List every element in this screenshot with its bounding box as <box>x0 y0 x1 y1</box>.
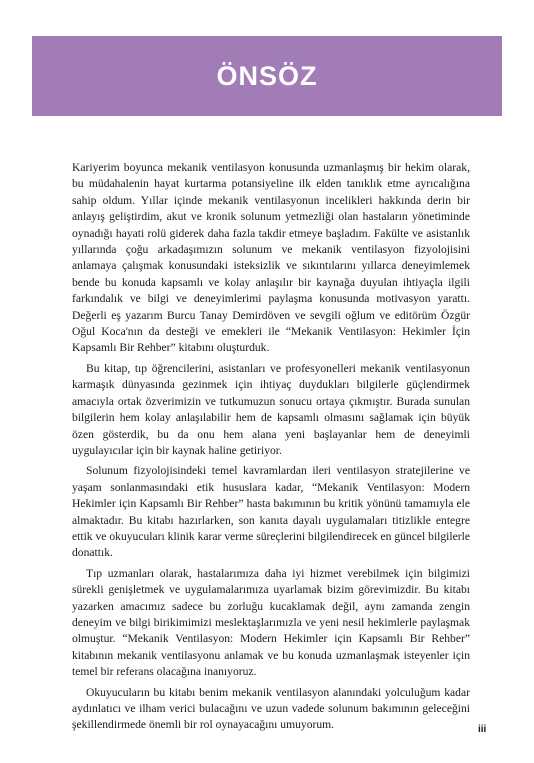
title-banner <box>32 36 502 116</box>
paragraph-2: Bu kitap, tıp öğrencilerini, asistanları ve profesyonelleri mekanik ventilasyonun karmaşık dünyasında gezinmek için ihtiyaç duydukları bilgilerle güçlendirmek amacıyla ortak özverimizin ve tutkumuzun sonucu ortaya çıkmıştır. Burada sunulan bilgilerin hem kolay anlaşılabilir hem de kapsamlı olmasını sağlamak için büyük özen gösterdik, bu da onu hem alana yeni başlayanlar hem de deneyimli uygulayıcılar için bir kaynak haline getiriyor. <box>72 361 470 457</box>
paragraph-1: Kariyerim boyunca mekanik ventilasyon konusunda uzmanlaşmış bir hekim olarak, bu müdahalenin hayat kurtarma potansiyeline ilk elden tanıklık etme ayrıcalığına sahip oldum. Yıllar içinde mekanik ventilasyonun incelikleri hakkında derin bir anlayış geliştirdim, akut ve kronik solunum yetmezliği olan hastaların yönetiminde oynadığı hayati rolü giderek daha fazla takdir etmeye başladım. Fakülte ve asistanlık yıllarında çoğu arkadaşımızın solunum ve mekanik ventilasyon fizyolojisini anlamaya çalışmak konusundaki isteksizlik ve sıkıntılarını yıllarca deneyimlemek bende bu konuda kapsamlı ve kolay anlaşılır bir kaynağa duyulan ihtiyaçla ilgili farkındalık ve bilgi ve deneyimlerimi paylaşma konusunda motivasyon yarattı. Değerli eş yazarım Burcu Tanay Demirdöven ve sevgili oğlum ve editörüm Özgür Oğul Koca'nın da desteği ve emekleri ile “Mekanik Ventilasyon: Hekimler İçin Kapsamlı Bir Rehber” kitabını oluşturduk. <box>72 161 470 355</box>
preface-body <box>72 160 470 738</box>
paragraph-4: Tıp uzmanları olarak, hastalarımıza daha iyi hizmet verebilmek için bilgimizi sürekli genişletmek ve uygulamalarımıza uyarlamak bizim görevimizdir. Bu kitabı yazarken amacımız sadece bu zorluğu kucaklamak değil, aynı zamanda zengin deneyim ve bilgi birikimimizi meslektaşlarımızla ve yeni nesil hekimlerle paylaşmak olmuştur. “Mekanik Ventilasyon: Modern Hekimler için Kapsamlı Bir Rehber” kitabının mekanik ventilasyonu anlamak ve bu konuda uzmanlaşmak isteyenler için temel bir referans olacağına inanıyoruz. <box>72 566 470 679</box>
paragraph-5: Okuyucuların bu kitabı benim mekanik ventilasyon alanındaki yolculuğum kadar aydınlatıcı ve ilham verici bulacağını ve uzun vadede solunum bakımının geleceğini şekillendirmede önemli bir rol oynayacağını umuyorum. <box>72 685 470 732</box>
paragraph-3: Solunum fizyolojisindeki temel kavramlardan ileri ventilasyon stratejilerine ve yaşam sonlanmasındaki etik hususlara kadar, “Mekanik Ventilasyon: Modern Hekimler için Kapsamlı Bir Rehber” hasta bakımının bu kritik yönünü tamamıyla ele almaktadır. Bu kitabı hazırlarken, son kanıta dayalı uygulamaları titizlikle entegre ettik ve okuyucuları klinik karar verme süreçlerini bilgilendirecek en güncel bilgilerle donattık. <box>72 464 470 560</box>
page-title: ÖNSÖZ <box>216 60 318 91</box>
page-number: iii <box>478 724 487 735</box>
